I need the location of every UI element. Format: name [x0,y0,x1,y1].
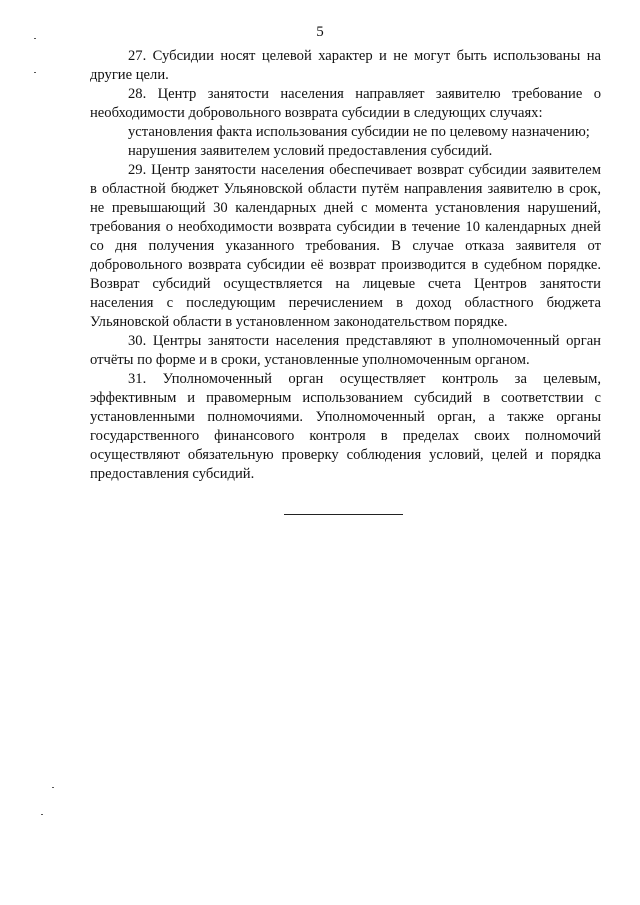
scan-speck [41,814,43,815]
document-body [90,44,601,484]
paragraph-29: 29. Центр занятости населения обеспечивает возврат субсидии заявителем в областной бюджет Ульяновской области путём направления заявителю в срок, не превышающий 30 календарных дней с момента установления нарушений, требования о необходимости возврата субсидии в течение 10 календарных дней со дня получения указанного требования. В случае отказа заявителя от добровольного возврата субсидии её возврат производится в судебном порядке. Возврат субсидий осуществляется на лицевые счета Центров занятости населения с последующим перечислением в доход областного бюджета Ульяновской области в установленном законодательством порядке. [90,162,601,330]
paragraph-28-item-1: установления факта использования субсидии не по целевому назначению; [128,124,590,140]
scan-speck [34,72,36,73]
scan-speck [52,787,54,788]
paragraph-28-item-2: нарушения заявителем условий предоставления субсидий. [128,143,493,159]
page-number: 5 [316,24,324,40]
paragraph-27: 27. Субсидии носят целевой характер и не могут быть использованы на другие цели. [90,48,601,83]
end-of-text-rule [284,514,403,515]
paragraph-30: 30. Центры занятости населения представляют в уполномоченный орган отчёты по форме и в сроки, установленные уполномоченным органом. [90,333,601,368]
paragraph-28: 28. Центр занятости населения направляет заявителю требование о необходимости добровольного возврата субсидии в следующих случаях: [90,86,601,121]
scan-speck [34,38,36,39]
paragraph-31: 31. Уполномоченный орган осуществляет контроль за целевым, эффективным и правомерным использованием субсидий в соответствии с установленными полномочиями. Уполномоченный орган, а также органы государственного финансового контроля в пределах своих полномочий осуществляют обязательную проверку соблюдения условий, целей и порядка предоставления субсидий. [90,371,601,482]
